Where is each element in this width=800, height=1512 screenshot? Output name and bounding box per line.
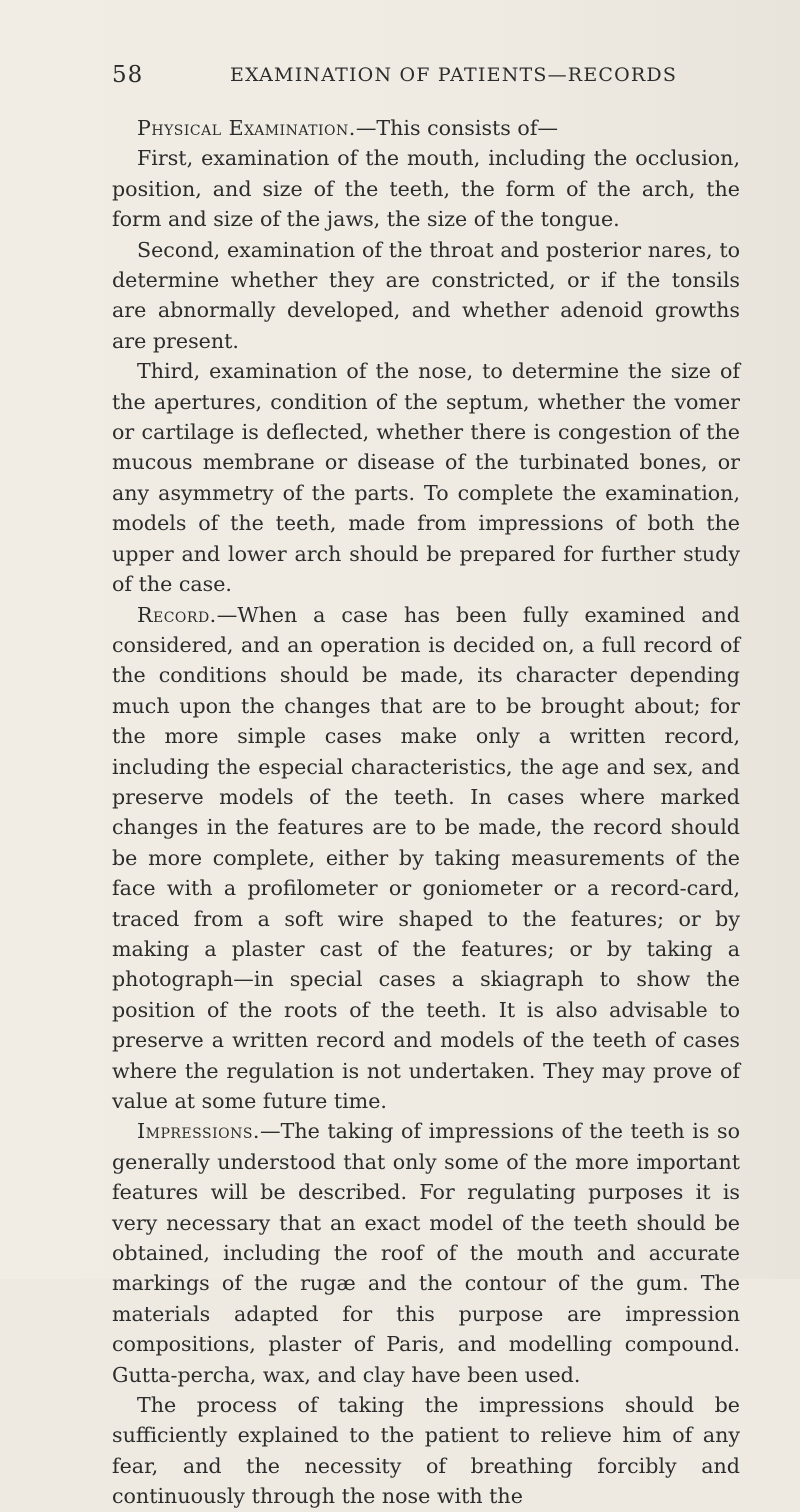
paragraph-text: —This consists of— [355,116,559,140]
section-heading-physical-examination: Physical Examination. [137,116,356,140]
page-number: 58 [112,62,144,88]
paragraph-text: —When a case has been fully examined and considered, and an operation is decided on, a full record of the conditions should be made, its character depending much upon the changes that are to be brought about; for the more simple cases make only a written record, including the especial characteristics, the age and sex, and preserve models of the teeth. In cases where marked changes in the features are to be made, the record should be more complete, either by taking measurements of the face with a profilometer or goniometer or a record-card, traced from a soft wire shaped to the features; or by making a plaster cast of the features; or by taking a photograph—in special cases a skiagraph to show the position of the roots of the teeth. It is also advisable to preserve a written record and models of the teeth of cases where the regulation is not undertaken. They may prove of value at some future time. [112,602,740,1113]
paragraph-text: The process of taking the impressions should be sufficiently explained to the patient to relieve him of any fear, and the necessity of breathing forcibly and continuously through the nose with the [112,1393,740,1509]
page-header [112,60,752,100]
paragraph [112,1116,740,1390]
paragraph-text: —The taking of impressions of the teeth is so generally understood that only some of the more important features will be described. For regulating purposes it is very necessary that an exact model of the teeth should be obtained, including the roof of the mouth and accurate markings of the rugæ and the contour of the gum. The materials adapted for this purpose are impression compositions, plaster of Paris, and modelling compound. Gutta-percha, wax, and clay have been used. [112,1119,740,1387]
paragraph [112,356,740,599]
paragraph-text: First, examination of the mouth, including the occlusion, position, and size of the teeth, the form of the arch, the form and size of the jaws, the size of the tongue. [112,146,740,232]
section-heading-impressions: Impressions. [137,1119,260,1144]
paragraph-text: Third, examination of the nose, to determine the size of the apertures, condition of the septum, whether the vomer or cartilage is deflected, whether there is congestion of the mucous membrane or disease of the turbinated bones, or any asymmetry of the parts. To complete the examination, models of the teeth, made from impressions of both the upper and lower arch should be prepared for further study of the case. [112,359,740,597]
paragraph-text: Second, examination of the throat and posterior nares, to determine whether they are constricted, or if the tonsils are abnormally developed, and whether adenoid growths are present. [112,237,740,353]
body-text [112,113,740,1512]
paragraph [112,235,740,357]
paragraph [112,113,740,143]
running-head: EXAMINATION OF PATIENTS—RECORDS [230,64,678,86]
section-heading-record: Record. [137,602,217,627]
paragraph [112,1390,740,1512]
paragraph [112,600,740,1117]
paragraph [112,143,740,234]
